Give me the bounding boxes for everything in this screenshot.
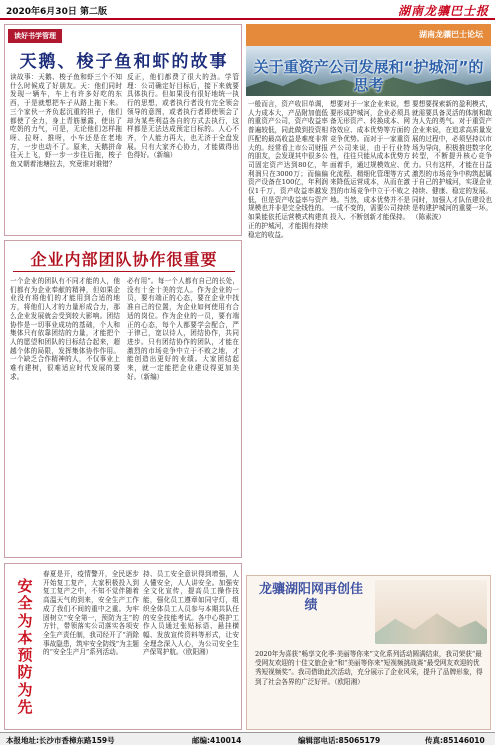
- article-body-column: 反正，他们都费了很大的劲。学管理：公司确定好目标后，接下来就要具体执行。但如果没有很好地统一执行的思想，或者执行者没有完全领会领导的意图，或者执行者即使领会了却为某些利益各自的方式去执行，这样都是无法达成预定目标的。人心不齐，个人能力再大，也无济于全盘发展。只有大家齐心协力，才能做得出色得好。（新编）: [127, 73, 239, 160]
- forum-banner: [246, 24, 491, 46]
- title-char: 为: [17, 611, 33, 630]
- ink-landscape-image: [375, 580, 487, 644]
- article-title-vertical: [11, 578, 39, 716]
- issue-date: 2020年6月30日 第二版: [6, 7, 107, 17]
- page-header: [0, 0, 495, 20]
- footer-fax: 传真:85146010: [425, 736, 485, 745]
- article-longxiang-award: [246, 575, 491, 730]
- mountain-graphic: [375, 608, 487, 644]
- article-body-column: 要想要探索新的盈利模式，就需要具备灵活的体制和敢为人先的勇气。对于重资产企业来说，在追求高质量发展的过程中，必须坚持以市场为导向，积极推进数字化转型，不断提升核心竞争力。只有这样，才能在日益激烈的市场竞争中构筑起属于自己的护城河，实现企业持续、健康、稳定的发展。同时，加强人才队伍建设也是构建护城河的重要一环。（陈素波）: [412, 100, 492, 222]
- article-body-column: 想要对于一家企业来说，想要形成护城河，企业必须具备无形资产、转换成本、网络效应、成本优势等方面的竞争优势。而对于一家重资产公司来说，由于行业特性，往往只能从成本优势方面着手，通过规模效应、优化流程、精细化管理等方式来降低运营成本，从而在激烈的市场竞争中立于不败之地。当然，成本优势并不是一成不变的，需要公司持续投入、不断创新才能保持。: [330, 100, 410, 222]
- title-char: 安: [17, 577, 33, 595]
- article-swan-pike-shrimp: [4, 24, 242, 236]
- title-char: 预: [17, 646, 33, 664]
- article-title: 关于重资产公司发展和“护城河”的思考: [253, 58, 484, 94]
- page-footer: [0, 732, 495, 745]
- newspaper-logo: 湖南龙骧巴士报: [397, 4, 489, 18]
- title-char: 全: [17, 594, 33, 613]
- article-title: 天鹅、梭子鱼和虾的故事: [19, 52, 229, 72]
- article-title: 企业内部团队协作很重要: [30, 250, 218, 269]
- title-char: 防: [17, 663, 33, 682]
- article-team-collaboration: [4, 240, 242, 558]
- article-body-column: 一个企业的团队有不同才能的人，他们都有为企业奉献的精神，但如果企业没有将他们的才能用到合适的地方，将他们人才的力量形成合力，那么企业发展就会受到较大影响。团结协作是一切事业成功的基础，个人和集体只有依靠团结的力量，才能把个人的愿望和团队的目标结合起来，超越个体的局限，发挥集体协作作用。一个缺乏合作精神的人，不仅事业上难有建树，很难适应时代发展的要求。: [10, 277, 120, 381]
- footer-address: 本报地址:长沙市香樟东路159号: [6, 736, 115, 745]
- article-body-column: 春夏是开，疫情警开，全民逐步开始复工复产，大家积极投入到复工复产之中，不知不觉伴随着高温天气的到来，安全生产工作成了我们不间的重中之重。为牢固树立“安全第一，预防为主”的方针，带领落实公司落实各项安全生产责任制，我司经开了“消除事故隐患，筑牢安全防线”为主题的“安全生产月”系列活动。: [43, 570, 139, 657]
- section-tag: 读好书学管理: [8, 29, 62, 43]
- footer-phone: 编辑部电话:85065179: [298, 736, 381, 745]
- title-char: 先: [17, 697, 33, 716]
- article-body-column: 一般而言，资产收旧单调，人力成本大，产品附加值低的重资产公司，资产收益率普遍较低，同此做到投资相匹配的最高收益是难度非常大的。经常看上市公司财报的朋友，会发现其中很多公司固定资产达到80亿，年利润只在3000万；而偏偏资产设备在100亿，年利润仅1千万，资产收益率越发低，但是资产收益率与资产规模也并非是完全线性的。如果能依托运营模式构建真正的护城河，才能拥有持续稳定的收益。: [248, 100, 328, 239]
- title-char: 本: [17, 628, 33, 647]
- footer-zip: 邮编:410014: [192, 736, 242, 745]
- article-body-column: 读故事：天鹅、梭子鱼和虾三个不知什么时候成了好朋友。天：他们同时发现一辆车，车上有许多好吃的东西，于是就想把车子从路上拖下来。三个家伙一齐负起沉重的担子，他们都使了全力，身上青筋暴露，使出了吃奶的力气，可是，无论他们怎样拖呀、拉呀、推呀，小车还是在老地方，一步也动不了。原来，天鹅拼命往天上飞，虾一步一步往后拖，梭子鱼又朝着池塘拉去，究竟谁对谁错？: [10, 73, 122, 169]
- article-body-column: 必有用”。每一个人都有自己的长处，没有十全十美的完人。作为企业的一员，要有端正的心态，要在企业中找准自己的位置，为企业如何使用有合适的岗位。作为企业的一员，要有端正的心态，每个人都要学会配合，严于律己，宽以待人，团结协作，共同进步。只有团结协作的团队，才能在激烈的市场竞争中立于不败之地，才能创造出更好的业绩。大家团结起来，就一定能把企业建设得更加美好。（新编）: [127, 277, 239, 381]
- title-divider: [13, 271, 235, 272]
- forum-label: 湖南龙骧巴士论坛: [419, 30, 483, 39]
- article-safety-first: [4, 563, 242, 730]
- article-title: 龙骧湖阳网再创佳绩: [258, 582, 363, 614]
- article-body-column: 持、员工安全意识得到增强，人人懂安全，人人讲安全。加强安全文化宣传，提高员工操作技能，强化员工遵章如同守灯，组织全体员工人员参与本期共队任的安全技能考试。各中心维护工作人员通过张贴标语、悬挂横幅、发放宣传资料等形式，让安全理念深入人心，为公司安全生产保驾护航。（欧阳湘）: [143, 570, 239, 657]
- article-body: 2020年为喜获“畅享文化季·美丽等你来”文化系列活动圆满结束，我司荣获“最受网友欢迎的十佳文旅企业”和“美丽等你来”短视频挑战赛“最受网友欢迎的优秀短视频奖”。我司借助此次活动，充分展示了企业风采，提升了品牌形象，得到了社会各界的广泛好评。（欧阳湘）: [255, 650, 483, 686]
- title-char: 为: [17, 680, 33, 699]
